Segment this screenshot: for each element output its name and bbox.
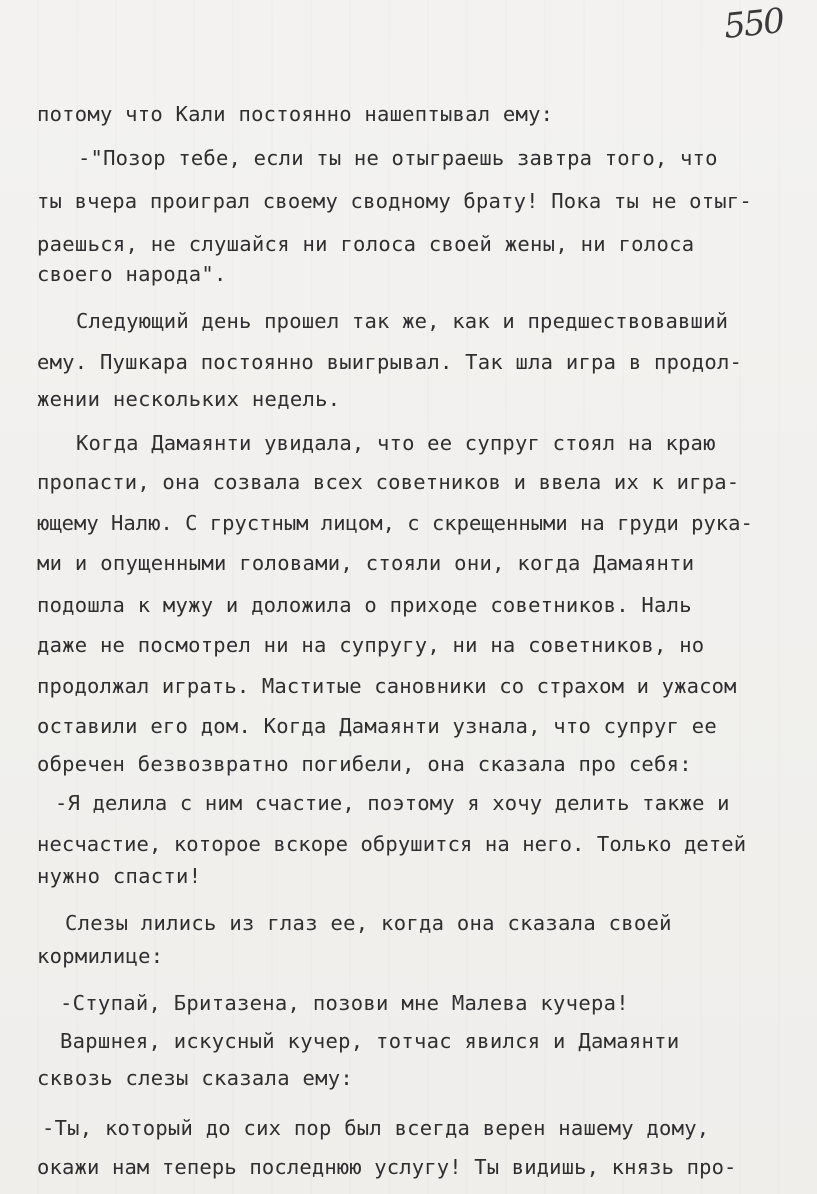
page-number: 550 xyxy=(722,1,785,47)
text-line: ему. Пушкара постоянно выигрывал. Так шла игра в продол- xyxy=(37,350,743,374)
text-line: раешься, не слушайся ни голоса своей жены, ни голоса xyxy=(37,232,695,256)
text-line: подошла к мужу и доложила о приходе советников. Наль xyxy=(37,593,692,617)
text-line: Когда Дамаянти увидала, что ее супруг стоял на краю xyxy=(76,431,716,455)
text-line: кормилице: xyxy=(37,944,164,968)
text-line: Слезы лились из глаз ее, когда она сказала своей xyxy=(65,911,672,935)
text-line: пропасти, она созвала всех советников и ввела их к игра- xyxy=(37,470,740,494)
text-line: ющему Налю. С грустным лицом, с скрещенными на груди рука- xyxy=(37,511,753,535)
text-line: обречен безвозвратно погибели, она сказала про себя: xyxy=(37,752,692,776)
text-line: потому что Кали постоянно нашептывал ему: xyxy=(37,102,554,126)
text-line: нужно спасти! xyxy=(37,864,202,888)
text-line: жении нескольких недель. xyxy=(37,387,341,411)
text-line: Следующий день прошел так же, как и предшествовавший xyxy=(76,309,729,333)
text-line: несчастие, которое вскоре обрушится на него. Только детей xyxy=(37,832,747,856)
text-line: ты вчера проиграл своему сводному брату! Пока ты не отыг- xyxy=(37,189,752,213)
text-line: своего народа". xyxy=(37,262,227,286)
text-line: -Я делила с ним счастие, поэтому я хочу делить также и xyxy=(55,791,730,815)
text-line: окажи нам теперь последнюю услугу! Ты видишь, князь про- xyxy=(37,1155,737,1179)
text-line: -Ступай, Бритазена, позови мне Малева кучера! xyxy=(60,991,629,1015)
text-line: ми и опущенными головами, стояли они, когда Дамаянти xyxy=(37,551,695,575)
text-line: -"Позор тебе, если ты не отыграешь завтра того, что xyxy=(78,146,718,170)
text-line: Варшнея, искусный кучер, тотчас явился и Дамаянти xyxy=(60,1029,680,1053)
text-line: -Ты, который до сих пор был всегда верен нашему дому, xyxy=(42,1116,710,1140)
text-line: оставили его дом. Когда Дамаянти узнала, что супруг ее xyxy=(37,714,717,738)
text-line: сквозь слезы сказала ему: xyxy=(37,1066,354,1090)
text-line: продолжал играть. Маститые сановники со страхом и ужасом xyxy=(37,674,737,698)
text-line: даже не посмотрел ни на супругу, ни на советников, но xyxy=(37,633,705,657)
